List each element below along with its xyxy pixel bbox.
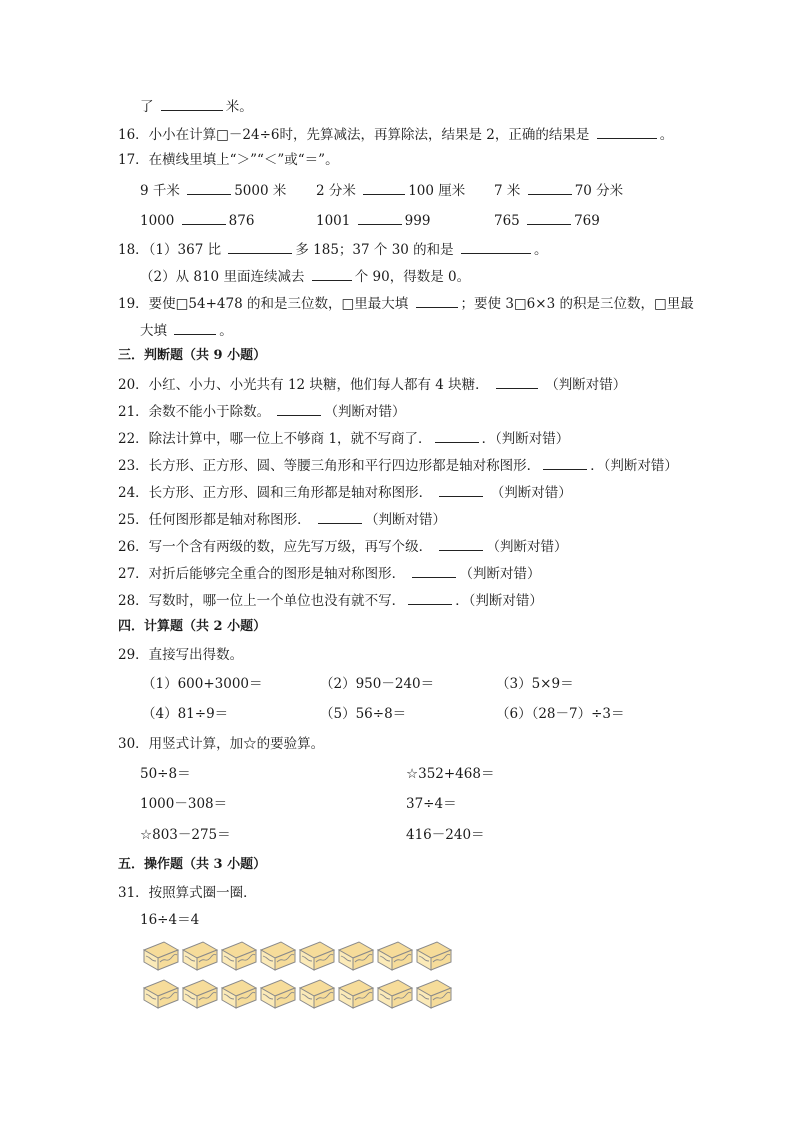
section-heading-operate: 五．操作题（共 3 小题）: [118, 857, 267, 872]
q19: [118, 293, 694, 313]
right-value: 100 厘米: [408, 183, 466, 199]
question-text: 23．长方形、正方形、圆、等腰三角形和平行四边形都是轴对称图形．: [118, 458, 541, 474]
compare-item: [494, 210, 600, 230]
q30: 30．用竖式计算，加☆的要验算。: [118, 736, 325, 752]
calc-item: （2）950－240＝: [320, 676, 435, 692]
text: 了: [140, 99, 154, 115]
text: 米。: [225, 99, 253, 115]
q15-continuation: [140, 96, 253, 116]
compare-item: [316, 210, 430, 230]
answer-blank[interactable]: [182, 210, 226, 225]
question-text: 20．小红、小力、小光共有 12 块糖，他们每人都有 4 块糖．: [118, 377, 489, 393]
compare-item: [316, 180, 465, 200]
text: 18．（1）367 比: [118, 242, 222, 258]
q22: [118, 428, 569, 448]
compare-item: [140, 210, 254, 230]
compare-item: [494, 180, 623, 200]
text: （2）从 810 里面连续减去: [140, 269, 305, 285]
cake-slice-icon[interactable]: [261, 942, 295, 970]
cake-slice-icon[interactable]: [378, 942, 412, 970]
cake-slice-icon[interactable]: [261, 980, 295, 1008]
text: （判断对错）: [545, 377, 627, 393]
left-value: 1001: [316, 213, 351, 229]
left-value: 9 千米: [140, 183, 180, 199]
q18-part1: [118, 239, 547, 259]
q27: [118, 563, 540, 583]
right-value: 5000 米: [234, 183, 287, 199]
answer-blank[interactable]: [363, 180, 405, 195]
cake-slice-icon[interactable]: [378, 980, 412, 1008]
cake-slice-icon[interactable]: [417, 942, 451, 970]
cake-slice-icon[interactable]: [300, 942, 334, 970]
q29: 29．直接写出得数。: [118, 647, 244, 663]
cake-slice-icon[interactable]: [183, 980, 217, 1008]
section-heading-judge: 三．判断题（共 9 小题）: [118, 348, 267, 363]
q21: [118, 401, 405, 421]
question-text: 17．在横线里填上“＞”“＜”或“＝”。: [118, 152, 339, 168]
q25: [118, 509, 446, 529]
calc-item: （1）600+3000＝: [142, 676, 263, 692]
cake-slices-group[interactable]: [142, 940, 462, 1015]
question-text: 21．余数不能小于除数。: [118, 404, 271, 420]
left-value: 1000: [140, 213, 175, 229]
q20: [118, 374, 626, 394]
text: （判断对错）: [459, 566, 541, 582]
answer-blank[interactable]: [597, 124, 657, 139]
answer-blank[interactable]: [412, 563, 456, 578]
calc-item: （3）5×9＝: [496, 676, 574, 692]
compare-item: [140, 180, 286, 200]
question-text: 28．写数时，哪一位上一个单位也没有就不写．: [118, 593, 406, 609]
cake-slice-icon[interactable]: [144, 942, 178, 970]
calc-item: （4）81÷9＝: [142, 706, 229, 722]
right-value: 769: [574, 213, 600, 229]
q31-equation: 16÷4＝4: [140, 912, 200, 928]
text: 19．要使□54+478 的和是三位数，□里最大填: [118, 296, 409, 312]
text: ．（判断对错）: [455, 593, 543, 609]
q18-part2: [140, 266, 470, 286]
left-value: 7 米: [494, 183, 521, 199]
question-text: 16．小小在计算□－24÷6时，先算减法，再算除法，结果是 2，正确的结果是: [118, 127, 590, 143]
vertical-calc-item: 37÷4＝: [406, 796, 457, 812]
answer-blank[interactable]: [174, 320, 216, 335]
section-heading-calc: 四．计算题（共 2 小题）: [118, 619, 267, 634]
text: 大填: [140, 323, 167, 339]
answer-blank[interactable]: [312, 266, 352, 281]
vertical-calc-item: 50÷8＝: [140, 766, 191, 782]
cake-slice-icon[interactable]: [144, 980, 178, 1008]
calc-item: （5）56÷8＝: [320, 706, 407, 722]
text: 多 185；37 个 30 的和是: [295, 242, 454, 258]
answer-blank[interactable]: [528, 180, 572, 195]
right-value: 876: [228, 213, 255, 229]
answer-blank[interactable]: [543, 455, 587, 470]
question-text: 25．任何图形都是轴对称图形．: [118, 512, 311, 528]
text: 。: [533, 242, 548, 258]
vertical-calc-item: ☆803－275＝: [140, 827, 231, 843]
cake-slice-icon[interactable]: [222, 980, 256, 1008]
answer-blank[interactable]: [408, 590, 452, 605]
cake-slice-icon[interactable]: [222, 942, 256, 970]
text: ；要使 3□6×3 的积是三位数，□里最: [460, 296, 694, 312]
question-text: 24．长方形、正方形、圆和三角形都是轴对称图形．: [118, 485, 433, 501]
text: （判断对错）: [364, 512, 446, 528]
right-value: 70 分米: [574, 183, 624, 199]
text: （判断对错）: [490, 485, 572, 501]
answer-blank[interactable]: [496, 374, 538, 389]
right-value: 999: [404, 213, 431, 229]
left-value: 2 分米: [316, 183, 356, 199]
vertical-calc-item: 416－240＝: [406, 827, 485, 843]
answer-blank[interactable]: [358, 210, 402, 225]
question-text: 27．对折后能够完全重合的图形是轴对称图形．: [118, 566, 406, 582]
q26: [118, 536, 567, 556]
question-text: 26．写一个含有两级的数，应先写万级，再写个级．: [118, 539, 433, 555]
text: ．（判断对错）: [590, 458, 678, 474]
q23: [118, 455, 678, 475]
answer-blank[interactable]: [461, 239, 531, 254]
q17: [118, 151, 339, 169]
text: 个 90，得数是 0。: [354, 269, 471, 285]
q16: [118, 124, 673, 144]
answer-blank[interactable]: [187, 180, 231, 195]
q28: [118, 590, 543, 610]
vertical-calc-item: ☆352+468＝: [406, 766, 495, 782]
question-text: 22．除法计算中，哪一位上不够商 1，就不写商了．: [118, 431, 432, 447]
text: （判断对错）: [486, 539, 568, 555]
answer-blank[interactable]: [439, 536, 483, 551]
q24: [118, 482, 572, 502]
cake-slice-icon[interactable]: [300, 980, 334, 1008]
q19-continuation: [140, 320, 233, 340]
answer-blank[interactable]: [318, 509, 362, 524]
text: 。: [219, 323, 233, 339]
left-value: 765: [494, 213, 520, 229]
calc-item: （6）（28－7）÷3＝: [496, 706, 625, 722]
q31: 31．按照算式圈一圈．: [118, 885, 257, 901]
answer-blank[interactable]: [416, 293, 458, 308]
cake-slice-icon[interactable]: [417, 980, 451, 1008]
text: ．（判断对错）: [481, 431, 570, 447]
cake-slice-icon[interactable]: [339, 980, 373, 1008]
cake-slice-icon[interactable]: [183, 942, 217, 970]
answer-blank[interactable]: [439, 482, 483, 497]
answer-blank[interactable]: [161, 96, 223, 111]
answer-blank[interactable]: [228, 239, 292, 254]
answer-blank[interactable]: [435, 428, 479, 443]
text: （判断对错）: [324, 404, 406, 420]
vertical-calc-item: 1000－308＝: [140, 796, 228, 812]
cake-slice-icon[interactable]: [339, 942, 373, 970]
answer-blank[interactable]: [527, 210, 571, 225]
text: 。: [659, 127, 674, 143]
answer-blank[interactable]: [277, 401, 321, 416]
